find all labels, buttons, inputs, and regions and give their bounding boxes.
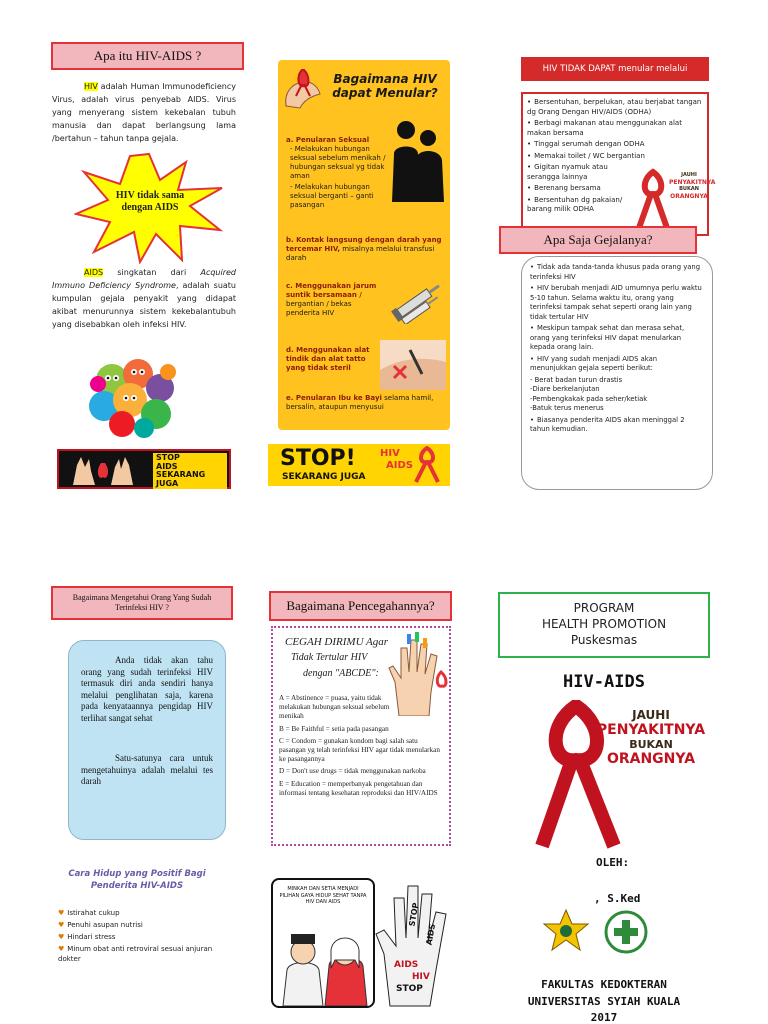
sub-list-item: -Pembengkakak pada seher/ketiak: [530, 394, 648, 403]
couple-card: [271, 878, 375, 1008]
list-item: ♥ Penuhi asupan nutrisi: [58, 921, 143, 929]
abcde-title-a: CEGAH DIRIMU Agar: [285, 636, 389, 648]
stop-aids-banner: [57, 449, 231, 489]
red-ribbon-icon: [635, 168, 671, 230]
hiv-definition: HIV adalah Human Immunodeficiency Virus, adalah virus penyebab AIDS. Virus yang menyerang sistem kekebalan tubuh manusia dan dapat berlangsung lama /bertahun – tahun tanpa gejala.: [52, 82, 236, 143]
stop-hiv-banner: [268, 444, 450, 486]
abcde-item-b: B = Be Faithful = setia pada pasangan: [279, 724, 389, 733]
hiv-word: HIV: [84, 82, 98, 91]
list-item: • Tinggal serumah dengan ODHA: [527, 140, 645, 148]
hand-word-2: AIDS: [394, 960, 419, 970]
positive-lifestyle-list: [58, 908, 222, 966]
stop-sub-text: SEKARANG JUGA: [282, 472, 366, 482]
list-item: • Berbagi makanan atau menggunakan alat makan bersama: [527, 119, 682, 137]
abcde-item-c: C = Condom = gunakan kondom bagi salah satu pasangan yg telah terinfeksi HIV agar tidak menularkan ke pasangannya: [279, 736, 440, 764]
juga-word: JUGA: [156, 478, 179, 488]
tattoo-arm-icon: [380, 340, 446, 390]
list-item: • Bersentuhan dg pakaian/ barang milik ODHA: [527, 195, 623, 213]
program-line2: HEALTH PROMOTION: [541, 617, 667, 631]
abcde-item-d: D = Don't use drugs = tidak menggunakan narkoba: [279, 767, 426, 776]
symptoms-box: [521, 256, 713, 490]
hand-word-3: HIV: [412, 972, 430, 982]
positive-lifestyle-title: Cara Hidup yang Positif Bagi Penderita HIV-AIDS: [68, 869, 206, 891]
health-ministry-logo: [604, 910, 648, 954]
abcde-item-e: E = Education = memperbanyak pengetahuan dan informasi tentang kesehatan reproduksi dan HIV/AIDS: [279, 779, 438, 797]
how-to-know-para1: Anda tidak akan tahu orang yang sudah terinfeksi HIV termasuk diri anda sendiri hanya melalui penglihatan saja, karena pada kenyataannya pengidap HIV terlihat sangat sehat: [81, 655, 213, 723]
transmission-item-e: e. Penularan Ibu ke Bayi selama hamil, bersalin, ataupun menyusui: [286, 394, 434, 411]
list-item: ♥ Minum obat anti retroviral sesuai anjuran dokter: [58, 945, 213, 963]
aids-definition: AIDS singkatan dari Acquired Immuno Deficiency Syndrome, adalah suatu kumpulan gejala penyakit yang didapat akibat menurunnya sistem kekebalantubuh yang disebabkan oleh infeksi HIV.: [52, 268, 236, 329]
cover-title: HIV-AIDS: [563, 672, 645, 692]
program-line3: Puskesmas: [570, 633, 638, 647]
year: 2017: [590, 1011, 618, 1024]
sub-list-item: - Berat badan turun drastis: [530, 375, 623, 384]
hand-word-1: STOP: [407, 901, 421, 928]
red-ribbon-icon: [412, 446, 442, 484]
transmission-title: Bagaimana HIV dapat Menular?: [332, 72, 438, 100]
list-item: ♥ Istirahat cukup: [58, 909, 120, 917]
ribbon-slogan-small: JAUHI PENYAKITNYA BUKAN ORANGNYA: [669, 172, 716, 200]
how-to-know-para2: Satu-satunya cara untuk mengetahuinya adalah melalui tes darah: [81, 753, 213, 786]
university-name: UNIVERSITAS SYIAH KUALA: [527, 995, 681, 1008]
syringe-icon: [390, 278, 446, 324]
abcde-title-b: Tidak Tertular HIV: [291, 652, 368, 663]
hand-word-5: AIDS: [424, 923, 438, 946]
list-item: • Meskipun tampak sehat dan merasa sehat, orang yang terinfeksi HIV dapat menularkan kepada orang lain.: [530, 324, 685, 351]
sekarang-word: SEKARANG: [156, 470, 206, 479]
symptoms-heading: Apa Saja Gejalanya?: [499, 226, 697, 254]
list-item: • Berenang bersama: [527, 184, 601, 192]
what-is-hiv-heading: Apa itu HIV-AIDS ?: [51, 42, 244, 70]
virus-cluster-image: [82, 352, 182, 440]
stop-hand-graphic: [374, 880, 450, 1008]
transmission-item-d: d. Menggunakan alat tindik dan alat tatto yang tidak steril: [286, 346, 370, 372]
abcde-title-c: dengan "ABCDE":: [303, 668, 379, 679]
transmission-item-c: c. Menggunakan jarum suntik bersamaan / bergantian / bekas penderita HIV: [286, 282, 377, 317]
program-box: [498, 592, 710, 658]
starburst-text: HIV tidak sama dengan AIDS: [115, 190, 185, 213]
list-item: • Bersentuhan, berpelukan, atau berjabat tangan dg Orang Dengan HIV/AIDS (ODHA): [527, 98, 702, 116]
author-name: , S.Ked: [594, 892, 641, 905]
abcde-list: [279, 694, 445, 798]
how-to-know-heading: Bagaimana Mengetahui Orang Yang Sudah Terinfeksi HIV ?: [51, 586, 233, 620]
transmission-item-a: a. Penularan Seksual - Melakukan hubungan seksual sebelum menikah / hubungan seksual yg tidak aman - Melakukan hubungan seksual berganti – ganti pasangan: [286, 136, 386, 209]
stop-word: STOP: [156, 453, 180, 462]
faculty-name: FAKULTAS KEDOKTERAN: [541, 978, 667, 991]
stop-aids-text: AIDS: [386, 460, 413, 471]
abcde-card: [271, 626, 451, 846]
list-item: • Tidak ada tanda-tanda khusus pada orang yang terinfeksi HIV: [530, 263, 701, 281]
couple-illustration: [277, 920, 371, 1006]
ribbon-slogan-large: JAUHI PENYAKITNYA BUKAN ORANGNYA: [596, 708, 706, 767]
list-item: • HIV berubah menjadi AID umumnya perlu waktu 5-10 tahun. Selama waktu itu, orang yang terinfeksi tampak sehat seperti orang lain yang tidak tertular HIV: [530, 284, 702, 321]
list-item: • Biasanya penderita AIDS akan meninggal 2 tahun kemudian.: [530, 415, 685, 433]
stop-big-text: STOP!: [280, 446, 356, 471]
by-label: OLEH:: [596, 856, 630, 869]
list-item: • Memakai toilet / WC bergantian: [527, 151, 645, 160]
list-item: • HIV yang sudah menjadi AIDS akan menunjukkan gejala seperti berikut:: [530, 354, 658, 372]
positive-lifestyle-card: [50, 858, 224, 988]
program-line1: PROGRAM: [573, 601, 635, 615]
university-logo: [542, 908, 590, 954]
how-to-know-box: [68, 640, 226, 840]
sub-list-item: -Diare berkelanjutan: [530, 385, 600, 393]
hand-word-4: STOP: [396, 984, 423, 994]
raised-hands-icon: [63, 453, 143, 487]
aids-word-banner: AIDS: [156, 461, 178, 471]
sub-list-item: -Batuk terus menerus: [530, 404, 604, 412]
transmission-item-b: b. Kontak langsung dengan darah yang tercemar HIV, misalnya melalui transfusi darah: [286, 236, 442, 262]
symptoms-list: [530, 263, 704, 437]
hand-ribbon-icon: [282, 66, 324, 110]
couple-caption: MINKAH DAN SETIA MENJADI PILIHAN GAYA HIDUP SEHAT TANPA HIV DAN AIDS: [279, 886, 367, 905]
abcde-item-a: A = Abstinence = puasa, yaitu tidak melakukan hubungan seksual sebelum menikah: [279, 694, 390, 721]
list-item: • Gigitan nyamuk atau serangga lainnya: [527, 163, 608, 181]
prevention-heading: Bagaimana Pencegahannya?: [269, 591, 452, 621]
stop-hiv-text: HIV: [380, 448, 400, 459]
not-transmitted-heading: HIV TIDAK DAPAT menular melalui: [521, 57, 709, 81]
couple-silhouette: [386, 118, 448, 202]
not-transmitted-box: [521, 92, 716, 236]
transmission-poster: [278, 60, 450, 430]
list-item: ♥ Hindari stress: [58, 933, 116, 941]
aids-word: AIDS: [84, 268, 104, 277]
